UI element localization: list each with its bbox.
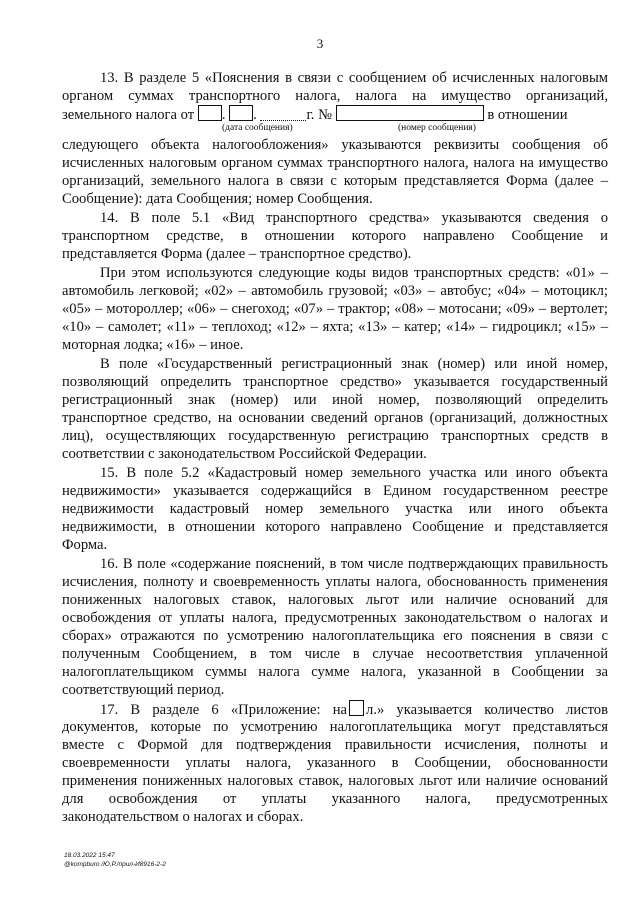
p17-line-1: 17. В разделе 6 «Приложение: на л.» указывается количество листов [100,702,608,718]
codes-line-1: При этом используются следующие коды видов транспортных средств: «01» – [100,265,608,281]
p17-line-7: законодательством о налогах и сборах. [62,809,304,825]
p13-line-3: земельного налога от . . г. № в отношении [62,107,568,123]
p13-line-1: 13. В разделе 5 «Пояснения в связи с сообщением об исчисленных налоговым [100,70,608,86]
p14-line-3: представляется Форма (далее – транспортное средство). [62,246,412,262]
p16-line-2: исчисления, полноту и своевременность уплаты налога, обоснованность применения [62,574,608,590]
p13-line-6: организаций, земельного налога в связи с которым представляется Форма (далее – [62,173,608,189]
p13-line-7: Сообщение): дата Сообщения; номер Сообщения. [62,191,373,207]
message-number-box[interactable] [336,105,484,121]
page-number: 3 [316,36,324,51]
p17-line-6: для освобождения от уплаты указанного налога, предусмотренных [62,791,608,807]
p16-line-7: налогоплательщиком суммы налога сумме налога, указанной в Сообщении за [62,664,608,680]
p17-line-5: применения пониженных налоговых ставок, налоговых льгот или наличие оснований [62,773,608,789]
p16-line-3: пониженных налоговых ставок, налоговых льгот или наличие оснований для [62,592,608,608]
p16-line-1: 16. В поле «содержание пояснений, в том числе подтверждающих правильность [100,556,608,572]
p15-line-1: 15. В поле 5.2 «Кадастровый номер земельного участка или иного объекта [100,465,608,481]
codes-line-2: автомобиль легковой; «02» – автомобиль грузовой; «03» – автобус; «04» – мотоцикл; [62,283,608,299]
date-day-box[interactable] [198,105,222,121]
p14-line-2: транспортном средстве, в отношении которого направлено Сообщение и [62,228,608,244]
attachment-pages-box[interactable] [349,700,364,716]
codes-line-4: «10» – самолет; «11» – теплоход; «12» – яхта; «13» – катер; «14» – гидроцикл; «15» – [62,319,608,335]
reg-line-4: транспортное средство, на основании сведений органов (организаций, должностных [62,410,608,426]
p13-line-2: органом суммах транспортного налога, налога на имущество организаций, [62,88,608,104]
reg-line-5: лиц), осуществляющих государственную регистрацию транспортных средств в [62,428,608,444]
date-year-field[interactable] [260,107,306,121]
p16-line-4: освобождения от уплаты налога, предусмотренных законодательством о налогах и [62,610,608,626]
p16-line-8: соответствующий период. [62,682,225,698]
codes-line-3: «05» – мотороллер; «06» – снегоход; «07» – трактор; «08» – мотосани; «09» – вертолет; [62,301,608,317]
p13-line-5: исчисленных налоговым органом суммах транспортного налога, налога на имущество [62,155,608,171]
p17-line-4: своевременности уплаты налога, указанного в Сообщении, обоснованности [62,755,608,771]
reg-line-2: позволяющий определить транспортное средство» указывается государственный [62,374,608,390]
p14-line-1: 14. В поле 5.1 «Вид транспортного средства» указываются сведения о [100,210,608,226]
reg-line-3: регистрационный знак (номер) или иной номер, позволяющий определить [62,392,608,408]
footer-file-path: @kompburo /Ю.Р./прил-И8916-2-2 [64,861,166,868]
footer-timestamp: 18.03.2022 15:47 [64,852,115,859]
reg-line-1: В поле «Государственный регистрационный знак (номер) или иной номер, [100,356,608,372]
p13-line-4: следующего объекта налогообложения» указываются реквизиты сообщения об [62,137,608,153]
p15-line-3: недвижимости кадастровый номер земельного участка или иного объекта [62,501,608,517]
caption-number: (номер сообщения) [398,123,476,133]
p16-line-5: сборах» отражаются по усмотрению налогоплательщика его пояснения в связи с [62,628,608,644]
p15-line-2: недвижимости» указывается содержащийся в Едином государственном реестре [62,483,608,499]
codes-line-5: моторная лодка; «16» – иное. [62,337,244,353]
p17-line-3: вместе с Формой для подтверждения правильности исчисления, полноты и [62,737,608,753]
date-month-box[interactable] [229,105,253,121]
p15-line-5: Форма. [62,537,108,553]
caption-date: (дата сообщения) [222,123,293,133]
p15-line-4: недвижимости, в отношении которого направлено Сообщение и представляется [62,519,608,535]
p17-line-2: документов, которые по усмотрению налогоплательщика могут представляться [62,719,608,735]
p16-line-6: полученным Сообщением, в том числе в случае несоответствия уплаченной [62,646,608,662]
reg-line-6: соответствии с законодательством Российской Федерации. [62,446,427,462]
